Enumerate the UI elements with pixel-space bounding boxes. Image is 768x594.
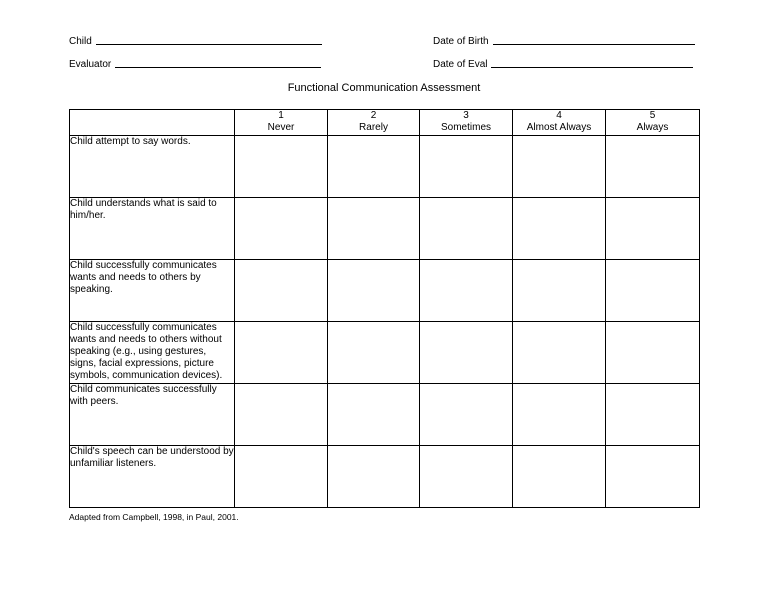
child-field[interactable]	[69, 35, 322, 47]
eval-date-field[interactable]	[433, 58, 693, 70]
item-label: Child's speech can be understood by unfamiliar listeners.	[70, 446, 235, 508]
rating-cell-rarely[interactable]	[328, 322, 420, 384]
scale-number: 2	[370, 110, 377, 121]
scale-header-row	[70, 110, 700, 136]
item-header-cell	[70, 110, 235, 136]
scale-label: Always	[636, 122, 669, 133]
scale-label: Sometimes	[440, 122, 491, 133]
rating-cell-always[interactable]	[606, 446, 700, 508]
evaluator-line[interactable]	[115, 58, 321, 68]
table-row	[70, 384, 700, 446]
table-row	[70, 322, 700, 384]
rating-cell-always[interactable]	[606, 384, 700, 446]
rating-cell-almost-always[interactable]	[513, 322, 606, 384]
rating-cell-sometimes[interactable]	[420, 136, 513, 198]
child-label: Child	[69, 36, 92, 47]
scale-header-4	[513, 110, 606, 136]
table-row	[70, 260, 700, 322]
rating-cell-sometimes[interactable]	[420, 322, 513, 384]
scale-number: 1	[278, 110, 284, 121]
eval-date-line[interactable]	[491, 58, 693, 68]
scale-label: Rarely	[359, 122, 388, 133]
rating-cell-never[interactable]	[235, 136, 328, 198]
rating-cell-never[interactable]	[235, 260, 328, 322]
item-label: Child understands what is said to him/her.	[70, 198, 235, 260]
rating-cell-almost-always[interactable]	[513, 384, 606, 446]
item-label: Child communicates successfully with peers.	[70, 384, 235, 446]
table-row	[70, 198, 700, 260]
scale-header-2	[328, 110, 420, 136]
dob-line[interactable]	[493, 35, 695, 45]
scale-header-5	[606, 110, 700, 136]
scale-number: 5	[649, 110, 656, 121]
rating-cell-never[interactable]	[235, 198, 328, 260]
rating-cell-rarely[interactable]	[328, 136, 420, 198]
dob-field[interactable]	[433, 35, 695, 47]
dob-label: Date of Birth	[433, 36, 489, 47]
rating-cell-never[interactable]	[235, 446, 328, 508]
table-row	[70, 136, 700, 198]
rating-cell-never[interactable]	[235, 384, 328, 446]
item-label: Child successfully communicates wants and needs to others without speaking (e.g., using gestures, signs, facial expressions, picture symbols, communication devices).	[70, 322, 235, 384]
rating-cell-always[interactable]	[606, 198, 700, 260]
rating-cell-sometimes[interactable]	[420, 260, 513, 322]
scale-header-1	[235, 110, 328, 136]
rating-cell-rarely[interactable]	[328, 384, 420, 446]
rating-cell-almost-always[interactable]	[513, 260, 606, 322]
rating-cell-sometimes[interactable]	[420, 384, 513, 446]
rating-cell-always[interactable]	[606, 136, 700, 198]
rating-cell-rarely[interactable]	[328, 446, 420, 508]
rating-cell-always[interactable]	[606, 260, 700, 322]
rating-cell-almost-always[interactable]	[513, 446, 606, 508]
assessment-table	[69, 109, 700, 508]
table-row	[70, 446, 700, 508]
citation-footnote: Adapted from Campbell, 1998, in Paul, 2001.	[69, 512, 239, 522]
rating-cell-rarely[interactable]	[328, 198, 420, 260]
page-title: Functional Communication Assessment	[287, 82, 481, 94]
rating-cell-almost-always[interactable]	[513, 136, 606, 198]
rating-cell-almost-always[interactable]	[513, 198, 606, 260]
scale-label: Never	[267, 122, 295, 133]
rating-cell-rarely[interactable]	[328, 260, 420, 322]
evaluator-field[interactable]	[69, 58, 321, 70]
scale-number: 3	[463, 110, 469, 121]
rating-cell-always[interactable]	[606, 322, 700, 384]
rating-cell-sometimes[interactable]	[420, 198, 513, 260]
scale-number: 4	[556, 110, 562, 121]
scale-label: Almost Always	[526, 122, 592, 133]
rating-cell-sometimes[interactable]	[420, 446, 513, 508]
scale-header-3	[420, 110, 513, 136]
rating-cell-never[interactable]	[235, 322, 328, 384]
item-label: Child successfully communicates wants and needs to others by speaking.	[70, 260, 235, 322]
evaluator-label: Evaluator	[69, 59, 112, 70]
child-line[interactable]	[96, 35, 322, 45]
eval-date-label: Date of Eval	[433, 59, 488, 70]
item-label: Child attempt to say words.	[70, 136, 235, 198]
